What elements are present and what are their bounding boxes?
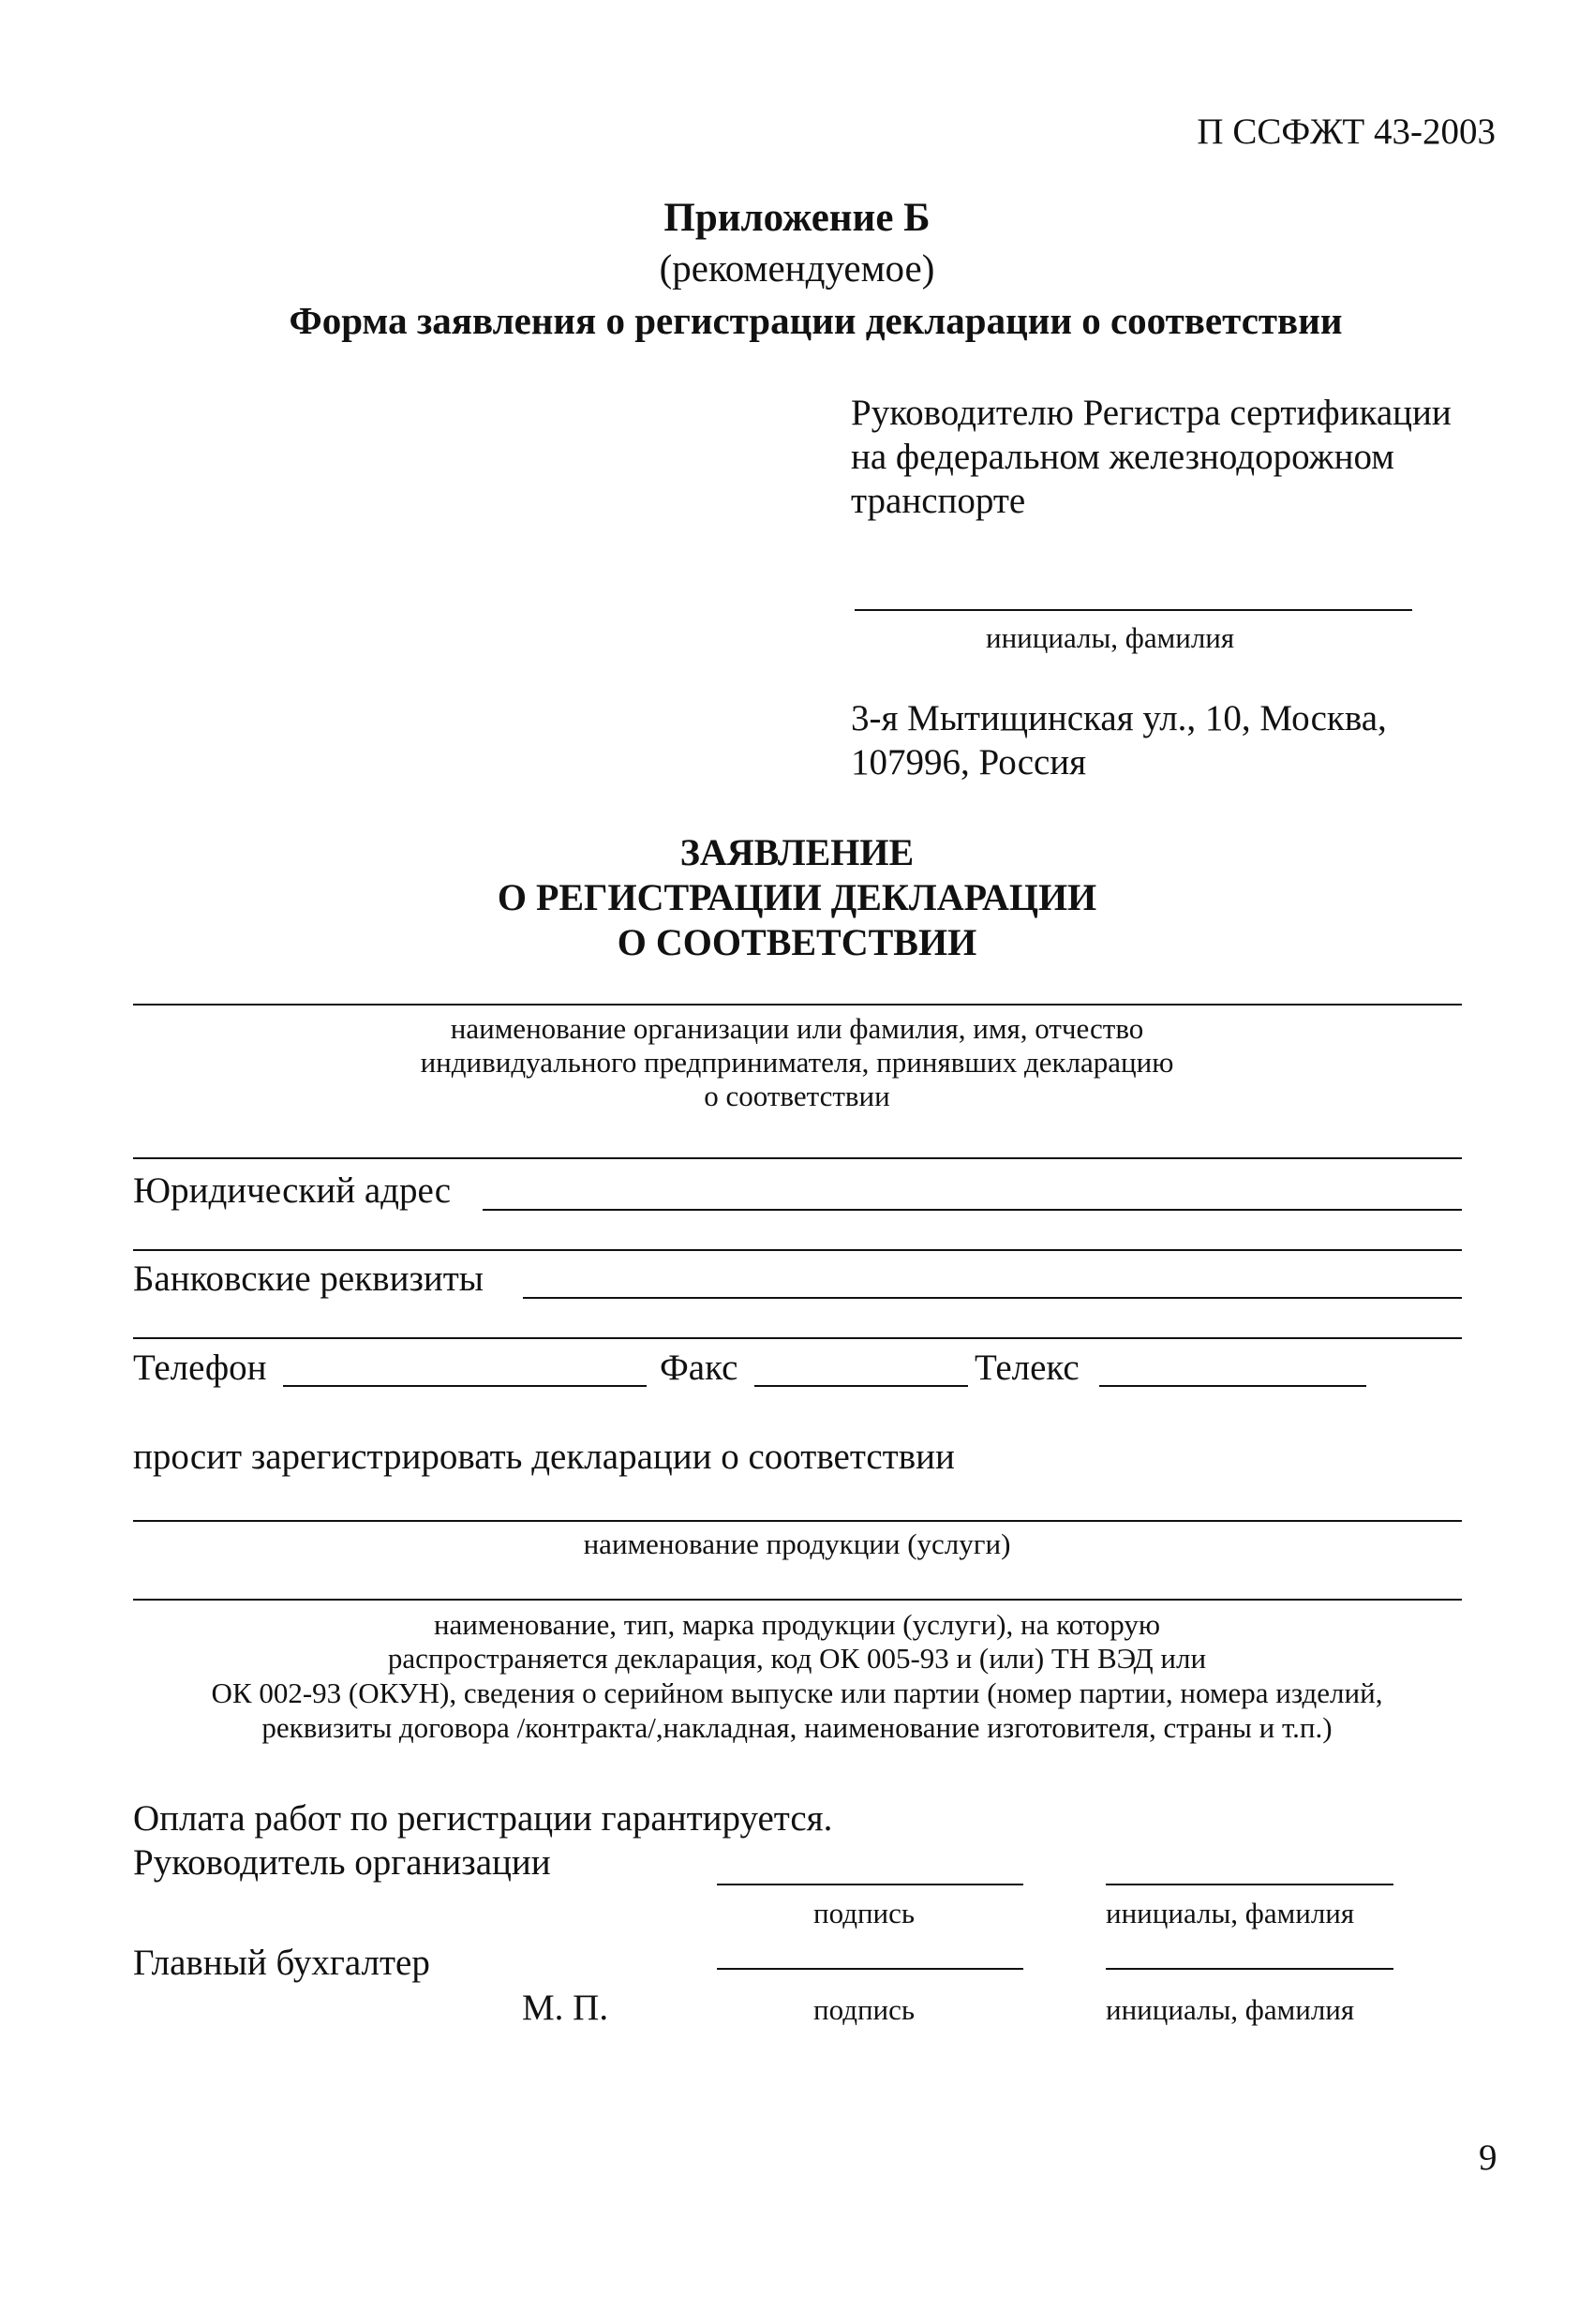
product-name-line[interactable] (133, 1520, 1462, 1522)
request-text: просит зарегистрировать декларации о соответствии (133, 1437, 955, 1477)
head-of-organization-label: Руководитель организации (133, 1842, 551, 1883)
chief-accountant-label: Главный бухгалтер (133, 1943, 430, 1983)
statement-heading-3: О СООТВЕТСТВИИ (617, 921, 977, 963)
payment-guarantee: Оплата работ по регистрации гарантируется. (133, 1798, 833, 1839)
addressee-name-line[interactable] (855, 609, 1412, 611)
stamp-place-label: М. П. (522, 1988, 609, 2028)
organization-caption-3: о соответствии (704, 1080, 890, 1112)
document-code: П ССФЖТ 43-2003 (1197, 112, 1496, 152)
form-title: Форма заявления о регистрации декларации о соответствии (289, 299, 1343, 342)
accountant-name-caption: инициалы, фамилия (1106, 1993, 1355, 2026)
product-details-line[interactable] (133, 1599, 1462, 1601)
addressee-line-3: транспорте (851, 481, 1026, 521)
statement-heading-2: О РЕГИСТРАЦИИ ДЕКЛАРАЦИИ (497, 876, 1097, 918)
phone-line[interactable] (283, 1385, 647, 1387)
accountant-signature-caption: подпись (813, 1993, 916, 2026)
product-details-caption-3: ОК 002-93 (ОКУН), сведения о серийном выпуске или партии (номер партии, номера изделий, (211, 1676, 1383, 1709)
head-signature-line[interactable] (717, 1884, 1023, 1885)
legal-address-extra-line[interactable] (133, 1249, 1462, 1251)
product-details-caption-4: реквизиты договора /контракта/,накладная, наименование изготовителя, страны и т.п.) (261, 1711, 1333, 1744)
addressee-line-1: Руководителю Регистра сертификации (851, 393, 1452, 433)
legal-address-label: Юридический адрес (133, 1170, 452, 1211)
product-details-caption-2: распространяется декларация, код ОК 005-93 и (или) ТН ВЭД или (387, 1642, 1207, 1675)
telex-label: Телекс (975, 1348, 1080, 1388)
accountant-signature-line[interactable] (717, 1968, 1023, 1970)
bank-details-line[interactable] (523, 1297, 1462, 1299)
head-name-caption: инициалы, фамилия (1106, 1897, 1355, 1929)
organization-caption-2: индивидуального предпринимателя, принявших декларацию (420, 1046, 1174, 1079)
legal-address-line[interactable] (483, 1209, 1462, 1211)
head-signature-caption: подпись (813, 1897, 916, 1929)
organization-extra-line[interactable] (133, 1157, 1462, 1159)
product-name-caption: наименование продукции (услуги) (583, 1527, 1011, 1560)
bank-details-label: Банковские реквизиты (133, 1259, 484, 1299)
addressee-line-2: на федеральном железнодорожном (851, 437, 1394, 477)
head-name-line[interactable] (1106, 1884, 1393, 1885)
telex-line[interactable] (1099, 1385, 1366, 1387)
organization-caption-1: наименование организации или фамилия, имя, отчество (450, 1012, 1144, 1045)
accountant-name-line[interactable] (1106, 1968, 1393, 1970)
address-line-2: 107996, Россия (851, 742, 1087, 782)
addressee-name-caption: инициалы, фамилия (986, 621, 1235, 654)
product-details-caption-1: наименование, тип, марка продукции (услуги), на которую (433, 1608, 1161, 1641)
bank-details-extra-line[interactable] (133, 1337, 1462, 1339)
page-number: 9 (1479, 2138, 1497, 2178)
appendix-title: Приложение Б (663, 196, 931, 240)
fax-line[interactable] (754, 1385, 968, 1387)
address-line-1: 3-я Мытищинская ул., 10, Москва, (851, 698, 1387, 738)
fax-label: Факс (660, 1348, 738, 1388)
organization-name-line[interactable] (133, 1004, 1462, 1006)
statement-heading-1: ЗАЯВЛЕНИЕ (679, 831, 915, 873)
phone-label: Телефон (133, 1348, 267, 1388)
appendix-status: (рекомендуемое) (659, 246, 935, 290)
